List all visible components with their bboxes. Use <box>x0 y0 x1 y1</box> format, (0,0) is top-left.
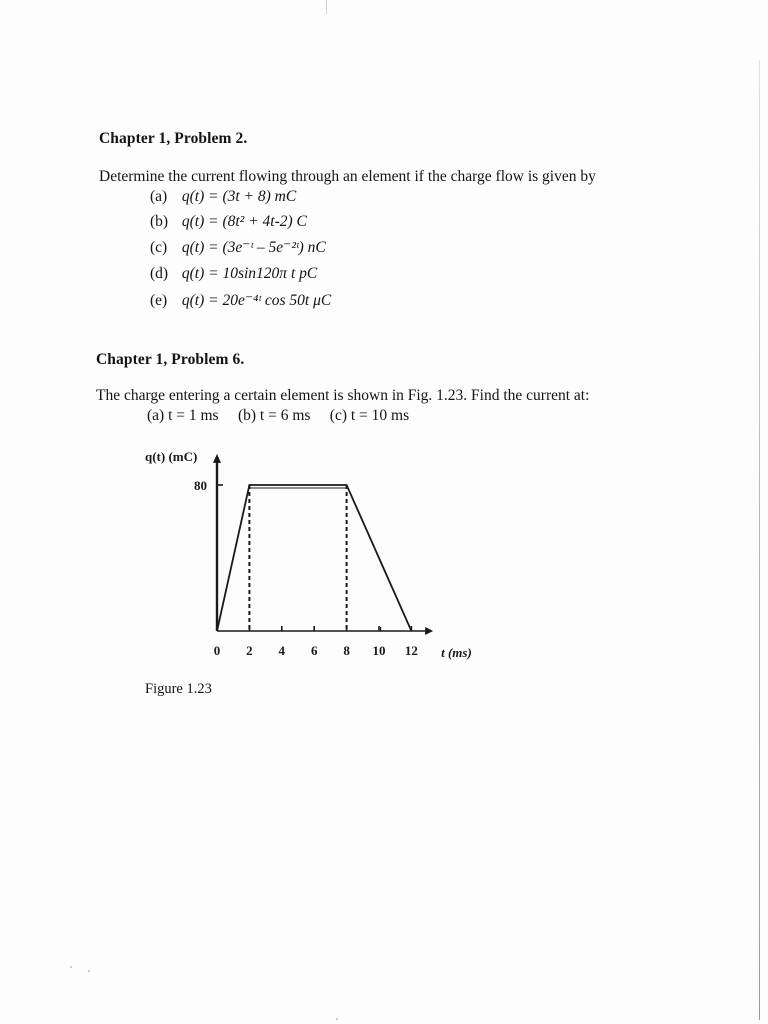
x-axis-label: t (ms) <box>441 645 472 660</box>
formula-label: (d) <box>150 265 169 282</box>
formula-d <box>150 265 317 283</box>
charge-graph <box>140 435 490 675</box>
formula-label: (c) <box>150 239 168 256</box>
x-tick-label: 4 <box>278 643 286 658</box>
formula-c <box>150 238 326 257</box>
scan-speck <box>88 970 90 972</box>
x-tick-label: 6 <box>310 643 318 658</box>
problem-2-statement: Determine the current flowing through an element if the charge flow is given by <box>99 168 596 185</box>
scan-speck <box>336 1018 338 1020</box>
x-tick-label: 8 <box>343 643 350 658</box>
problem-6-statement: The charge entering a certain element is shown in Fig. 1.23. Find the current at: <box>96 387 590 404</box>
x-tick-label: 2 <box>246 643 253 658</box>
problem-2-title: Chapter 1, Problem 2. <box>99 130 248 147</box>
formula-label: (e) <box>150 292 168 309</box>
y-axis-label: q(t) (mC) <box>145 448 198 464</box>
formula-expression: q(t) = (3t + 8) mC <box>181 188 297 205</box>
x-tick-label: 12 <box>404 643 418 658</box>
formula-expression: q(t) = (8t² + 4t-2) C <box>181 213 307 230</box>
formula-b <box>150 213 307 231</box>
formula-expression: q(t) = 10sin120π t pC <box>181 265 318 282</box>
scan-mark <box>326 0 327 14</box>
y-tick-label: 80 <box>194 478 207 493</box>
y-axis-arrow-icon <box>213 454 221 463</box>
problem-6-title: Chapter 1, Problem 6. <box>96 351 245 368</box>
charge-series-line <box>217 485 411 631</box>
problem-6-parts: (a) t = 1 ms (b) t = 6 ms (c) t = 10 ms <box>147 407 410 424</box>
x-axis-arrow-icon <box>425 627 433 635</box>
formula-a <box>150 188 296 206</box>
scan-speck <box>70 966 72 968</box>
formula-expression: q(t) = (3e⁻ᵗ – 5e⁻²ᵗ) nC <box>181 239 326 256</box>
formula-expression: q(t) = 20e⁻⁴ᵗ cos 50t μC <box>181 292 332 309</box>
formula-e <box>150 291 331 310</box>
formula-label: (a) <box>150 188 168 205</box>
formula-label: (b) <box>150 213 169 230</box>
x-tick-label: 10 <box>372 643 386 658</box>
scan-edge <box>759 60 760 1020</box>
figure-caption: Figure 1.23 <box>145 681 212 697</box>
x-tick-label: 0 <box>213 643 221 658</box>
